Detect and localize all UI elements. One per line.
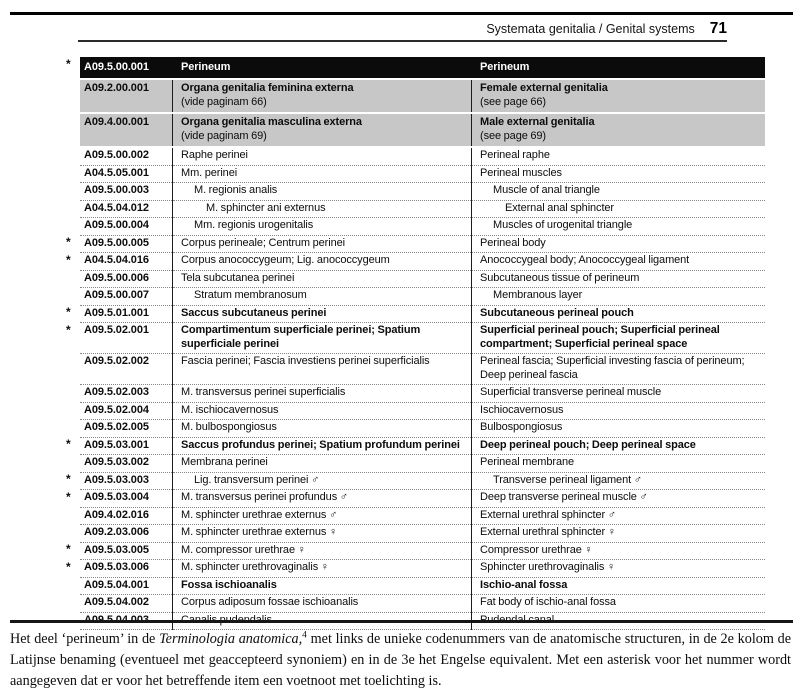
code-cell: A09.5.00.007: [80, 288, 173, 306]
latin-term-text: M. transversus perinei superficialis: [181, 386, 346, 398]
latin-term-text: M. sphincter urethrae externus ♀: [181, 526, 338, 538]
asterisk-marker: [65, 288, 80, 306]
latin-term-text: M. bulbospongiosus: [181, 421, 277, 433]
latin-term-text: M. sphincter ani externus: [206, 201, 326, 214]
english-term-text: Perineum: [480, 60, 530, 73]
latin-name-cell: [173, 525, 472, 543]
running-head-title: Systemata genitalia / Genital systems: [486, 22, 695, 36]
latin-term-text: M. regionis analis: [194, 184, 278, 196]
terminology-table-wrapper: [65, 57, 765, 630]
table-row: [65, 113, 765, 147]
code-cell: A09.5.03.001: [80, 437, 173, 455]
table-row: [65, 79, 765, 113]
table-row: [65, 323, 765, 354]
english-name-cell: [472, 323, 766, 354]
latin-term-text: M. sphincter urethrae externus ♂: [181, 508, 338, 521]
english-name-cell: [472, 200, 766, 218]
latin-term-text: Membrana perinei: [181, 456, 268, 468]
code-cell: A09.2.03.006: [80, 525, 173, 543]
code-cell: A04.5.04.016: [80, 253, 173, 271]
latin-page-reference: (vide paginam 66): [181, 95, 267, 108]
code-cell: A09.5.03.005: [80, 542, 173, 560]
asterisk-marker: [65, 420, 80, 438]
english-term-text: Perineal membrane: [480, 456, 574, 468]
latin-name-cell: [173, 507, 472, 525]
latin-name-cell: [173, 113, 472, 147]
table-row: [65, 235, 765, 253]
english-name-cell: [472, 165, 766, 183]
english-name-cell: [472, 490, 766, 508]
english-name-cell: [472, 183, 766, 201]
asterisk-marker: *: [66, 542, 71, 556]
table-row: [65, 577, 765, 595]
terminology-table: [65, 57, 765, 630]
latin-name-cell: [173, 354, 472, 385]
english-name-cell: [472, 402, 766, 420]
code-cell: A09.5.02.002: [80, 354, 173, 385]
table-row: [65, 472, 765, 490]
english-name-cell: [472, 288, 766, 306]
code-cell: A09.5.00.005: [80, 235, 173, 253]
latin-name-cell: [173, 183, 472, 201]
latin-name-cell: [173, 200, 472, 218]
english-term-text: Subcutaneous tissue of perineum: [480, 271, 640, 284]
english-term-text: Female external genitalia: [480, 82, 608, 94]
table-row: [65, 354, 765, 385]
latin-term-text: Stratum membranosum: [194, 289, 307, 301]
table-row: [65, 595, 765, 613]
latin-name-cell: [173, 165, 472, 183]
english-term-text: Superficial transverse perineal muscle: [480, 386, 662, 398]
latin-name-cell: [173, 402, 472, 420]
latin-name-cell: [173, 385, 472, 403]
latin-term-text: Fossa ischioanalis: [181, 578, 277, 591]
latin-term-text: Mm. regionis urogenitalis: [194, 219, 314, 231]
english-name-cell: [472, 560, 766, 578]
table-header-row: [65, 57, 765, 79]
latin-term-text: Corpus anococcygeum; Lig. anococcygeum: [181, 254, 390, 266]
latin-term-text: Corpus adiposum fossae ischioanalis: [181, 596, 359, 608]
english-term-text: Ischiocavernosus: [480, 403, 564, 416]
latin-name-cell: [173, 57, 472, 79]
latin-name-cell: [173, 288, 472, 306]
latin-term-text: Mm. perinei: [181, 166, 238, 179]
english-name-cell: [472, 542, 766, 560]
latin-name-cell: [173, 560, 472, 578]
english-term-text: Perineal body: [480, 236, 546, 249]
english-term-text: Sphincter urethrovaginalis ♀: [480, 561, 616, 573]
table-row: [65, 253, 765, 271]
latin-term-text: Tela subcutanea perinei: [181, 271, 295, 284]
top-border-rule: [10, 12, 793, 15]
asterisk-marker: [65, 218, 80, 236]
english-term-text: Ischio-anal fossa: [480, 578, 568, 591]
english-term-text: Deep transverse perineal muscle ♂: [480, 491, 648, 503]
table-row: [65, 218, 765, 236]
code-cell: A09.5.03.003: [80, 472, 173, 490]
table-row: [65, 507, 765, 525]
latin-term-text: Saccus subcutaneus perinei: [181, 306, 327, 319]
table-row: [65, 437, 765, 455]
asterisk-marker: [65, 525, 80, 543]
code-cell: A09.5.00.003: [80, 183, 173, 201]
table-row: [65, 542, 765, 560]
english-term-text: Anococcygeal body; Anococcygeal ligament: [480, 254, 690, 266]
english-term-text: External urethral sphincter ♂: [480, 508, 616, 521]
latin-term-text: Lig. transversum perinei ♂: [194, 473, 320, 486]
code-cell: A09.5.02.005: [80, 420, 173, 438]
latin-term-text: M. sphincter urethrovaginalis ♀: [181, 561, 329, 573]
latin-term-text: Saccus profundus perinei; Spatium profundum perinei: [181, 438, 460, 451]
table-row: [65, 288, 765, 306]
english-term-text: Muscle of anal triangle: [493, 184, 600, 196]
english-name-cell: [472, 455, 766, 473]
english-name-cell: [472, 79, 766, 113]
english-term-text: Deep perineal pouch; Deep perineal space: [480, 438, 696, 451]
asterisk-marker: *: [66, 305, 71, 319]
running-head-rule: [78, 40, 727, 42]
latin-name-cell: [173, 270, 472, 288]
table-row: [65, 183, 765, 201]
code-cell: A09.5.03.002: [80, 455, 173, 473]
asterisk-marker: [65, 79, 80, 113]
table-row: [65, 165, 765, 183]
code-cell: A09.5.00.006: [80, 270, 173, 288]
english-term-text: Subcutaneous perineal pouch: [480, 306, 634, 319]
english-name-cell: [472, 420, 766, 438]
latin-name-cell: [173, 542, 472, 560]
english-name-cell: [472, 270, 766, 288]
english-term-text: External urethral sphincter ♀: [480, 526, 616, 538]
code-cell: A09.5.02.003: [80, 385, 173, 403]
latin-name-cell: [173, 323, 472, 354]
asterisk-marker: *: [66, 559, 71, 574]
table-row: [65, 305, 765, 323]
english-name-cell: [472, 507, 766, 525]
asterisk-marker: [65, 595, 80, 613]
asterisk-marker: *: [66, 57, 71, 71]
asterisk-marker: [65, 270, 80, 288]
asterisk-marker: [65, 113, 80, 147]
english-term-text: Muscles of urogenital triangle: [493, 219, 633, 231]
english-name-cell: [472, 305, 766, 323]
table-row: [65, 385, 765, 403]
latin-name-cell: [173, 218, 472, 236]
english-name-cell: [472, 235, 766, 253]
asterisk-marker: [65, 402, 80, 420]
table-row: [65, 490, 765, 508]
latin-term-text: M. compressor urethrae ♀: [181, 543, 306, 556]
english-term-text: Superficial perineal pouch; Superficial perineal compartment; Superficial perineal space: [480, 324, 720, 350]
latin-term-text: M. ischiocavernosus: [181, 403, 279, 416]
table-row: [65, 525, 765, 543]
latin-name-cell: [173, 420, 472, 438]
english-name-cell: [472, 57, 766, 79]
code-cell: A09.5.00.002: [80, 147, 173, 165]
english-name-cell: [472, 385, 766, 403]
english-term-text: Perineal muscles: [480, 166, 562, 179]
english-term-text: Bulbospongiosus: [480, 421, 563, 433]
table-row: [65, 420, 765, 438]
english-term-text: Compressor urethrae ♀: [480, 543, 593, 556]
english-term-text: External anal sphincter: [505, 201, 614, 214]
asterisk-marker: [65, 577, 80, 595]
footnote-reference: 4: [302, 630, 307, 641]
table-row: [65, 560, 765, 578]
asterisk-marker: *: [66, 235, 71, 249]
latin-name-cell: [173, 79, 472, 113]
english-name-cell: [472, 113, 766, 147]
code-cell: A09.5.03.006: [80, 560, 173, 578]
asterisk-marker: *: [66, 489, 71, 504]
english-term-text: Transverse perineal ligament ♂: [493, 473, 642, 486]
asterisk-marker: [65, 165, 80, 183]
code-cell: A04.5.04.012: [80, 200, 173, 218]
english-page-reference: (see page 69): [480, 129, 546, 142]
code-cell: A09.5.03.004: [80, 490, 173, 508]
code-cell: A09.5.04.001: [80, 577, 173, 595]
latin-name-cell: [173, 305, 472, 323]
code-cell: A09.4.00.001: [80, 113, 173, 147]
english-name-cell: [472, 218, 766, 236]
caption-text-start: Het deel ‘perineum’ in de: [10, 631, 160, 647]
english-name-cell: [472, 147, 766, 165]
english-name-cell: [472, 525, 766, 543]
latin-term-text: Corpus perineale; Centrum perinei: [181, 236, 345, 249]
caption-text-rest: met links de unieke codenummers van de anatomische structuren, in de 2e kolom de Latijnse benaming (eventueel met geaccepteerd synoniem) en in de 3e het Engelse equivalent. Met een asterisk voor het nummer wordt aangegeven dat er voor het betreffende item een voetnoot met toelichting is.: [10, 631, 792, 689]
asterisk-marker: *: [66, 472, 71, 486]
code-cell: A09.5.01.001: [80, 305, 173, 323]
asterisk-marker: *: [66, 322, 71, 337]
latin-name-cell: [173, 595, 472, 613]
asterisk-marker: *: [66, 437, 71, 451]
asterisk-marker: [65, 354, 80, 385]
latin-term-text: Compartimentum superficiale perinei; Spatium superficiale perinei: [181, 324, 421, 350]
code-cell: A09.2.00.001: [80, 79, 173, 113]
page-number: 71: [709, 20, 727, 37]
latin-name-cell: [173, 235, 472, 253]
latin-name-cell: [173, 490, 472, 508]
english-name-cell: [472, 253, 766, 271]
latin-page-reference: (vide paginam 69): [181, 129, 267, 142]
english-term-text: Fat body of ischio-anal fossa: [480, 596, 616, 608]
asterisk-marker: [65, 147, 80, 165]
asterisk-marker: *: [66, 252, 71, 267]
table-row: [65, 270, 765, 288]
code-cell: A04.5.05.001: [80, 165, 173, 183]
latin-term-text: Fascia perinei; Fascia investiens perinei superficialis: [181, 355, 430, 367]
caption: [10, 629, 791, 692]
english-name-cell: [472, 354, 766, 385]
latin-name-cell: [173, 253, 472, 271]
english-name-cell: [472, 437, 766, 455]
asterisk-marker: [65, 183, 80, 201]
code-cell: A09.4.02.016: [80, 507, 173, 525]
english-term-text: Membranous layer: [493, 289, 583, 301]
english-page-reference: (see page 66): [480, 95, 546, 108]
running-head: [486, 20, 727, 38]
table-row: [65, 147, 765, 165]
asterisk-marker: [65, 200, 80, 218]
english-name-cell: [472, 472, 766, 490]
latin-name-cell: [173, 455, 472, 473]
english-term-text: Male external genitalia: [480, 116, 595, 128]
bottom-border-rule: [10, 620, 793, 623]
latin-name-cell: [173, 147, 472, 165]
asterisk-marker: [65, 507, 80, 525]
table-row: [65, 200, 765, 218]
code-cell: A09.5.04.002: [80, 595, 173, 613]
table-row: [65, 402, 765, 420]
latin-term-text: M. transversus perinei profundus ♂: [181, 491, 348, 503]
code-cell: A09.5.00.001: [80, 57, 173, 79]
english-name-cell: [472, 595, 766, 613]
code-cell: A09.5.00.004: [80, 218, 173, 236]
latin-name-cell: [173, 437, 472, 455]
asterisk-marker: [65, 455, 80, 473]
code-cell: A09.5.02.004: [80, 402, 173, 420]
latin-term-text: Organa genitalia feminina externa: [181, 82, 354, 94]
latin-name-cell: [173, 577, 472, 595]
code-cell: A09.5.02.001: [80, 323, 173, 354]
table-row: [65, 455, 765, 473]
latin-term-text: Organa genitalia masculina externa: [181, 116, 362, 128]
latin-term-text: Raphe perinei: [181, 149, 248, 161]
asterisk-marker: [65, 385, 80, 403]
english-term-text: Perineal raphe: [480, 149, 550, 161]
english-term-text: Perineal fascia; Superficial investing fascia of perineum; Deep perineal fascia: [480, 355, 745, 381]
english-name-cell: [472, 577, 766, 595]
latin-term-text: Perineum: [181, 60, 231, 73]
latin-name-cell: [173, 472, 472, 490]
caption-italic-title: Terminologia anatomica,: [159, 631, 303, 647]
